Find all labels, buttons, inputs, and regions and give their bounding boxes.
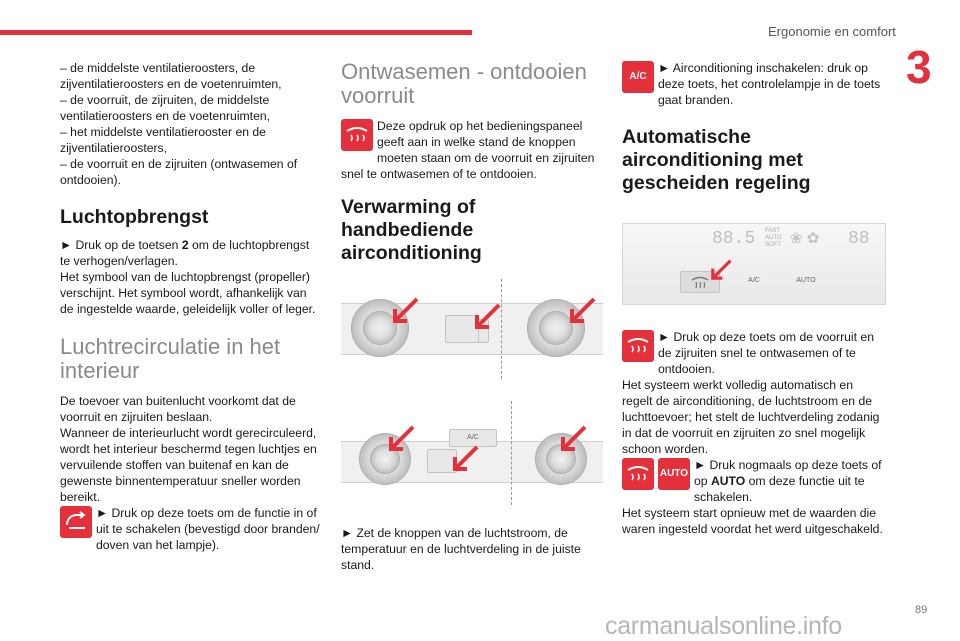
ac-panel-button: A/C <box>449 429 497 447</box>
temperature-display-right: 88 <box>848 229 870 249</box>
arrow-icon <box>708 259 732 283</box>
ac-block <box>622 60 884 108</box>
manual-ac-panel-illustration-1 <box>341 279 603 383</box>
recirculation-heading: Luchtrecirculatie in het interieur <box>60 334 281 383</box>
page-number: 89 <box>915 604 928 616</box>
auto-off-instruction: ► Druk nogmaals op deze toets of op AUTO om deze functie uit te schakelen. <box>694 458 882 504</box>
ac-panel-button: A/C <box>748 277 760 284</box>
heating-heading: Verwarming of handbediende airconditioning <box>341 196 482 264</box>
column-3 <box>622 60 884 537</box>
defog-description: Deze opdruk op het bedieningspaneel geeft aan in welke stand de knoppen moeten staan om de voorruit en zijruiten snel te ontwasemen of te ontdooien. <box>341 119 595 181</box>
divider-line <box>501 279 502 379</box>
chapter-number: 3 <box>906 41 932 93</box>
auto-icon: AUTO <box>658 458 690 490</box>
header-accent-bar <box>0 30 472 35</box>
auto-ac-panel-illustration <box>622 215 884 311</box>
arrow-icon <box>471 303 501 333</box>
auto-defog-block <box>622 329 884 377</box>
defog-heading: Ontwasemen - ontdooien voorruit <box>341 59 587 108</box>
arrow-icon <box>389 297 419 327</box>
column-1 <box>60 60 322 553</box>
list-item: – de voorruit, de zijruiten, de middelste ventilatieroosters en de voetenruimten, <box>60 93 271 123</box>
ac-icon: A/C <box>622 61 654 93</box>
recirculation-instruction: ► Druk op deze toets om de functie in of uit te schakelen (bevestigd door branden/ doven van het lampje). <box>96 506 320 552</box>
recirculation-icon <box>60 506 92 538</box>
arrow-icon <box>566 297 596 327</box>
temperature-display-left: 88.5 <box>712 229 756 249</box>
arrow-icon <box>449 445 479 475</box>
list-item: – het middelste ventilatierooster en de zijventilatieroosters, <box>60 125 266 155</box>
fan-icon: ❀ ✿ <box>790 230 820 247</box>
airflow-instruction: ► Druk op de toetsen 2 om de luchtopbrengst te verhogen/verlagen. <box>60 238 310 268</box>
column-2 <box>341 60 603 573</box>
list-item: – de middelste ventilatieroosters, de zijventilatieroosters en de voetenruimten, <box>60 61 282 91</box>
recirculation-p1: De toevoer van buitenlucht voorkomt dat de voorruit en zijruiten beslaan. <box>60 394 296 424</box>
list-item: – de voorruit en de zijruiten (ontwasemen of ontdooien). <box>60 157 298 187</box>
arrow-icon <box>557 425 587 455</box>
mode-display: FAST AUTO SOFT <box>765 228 782 248</box>
auto-description: Het systeem werkt volledig automatisch en regelt de airconditioning, de luchtstroom en de luchttoevoer; het stelt de luchtverdeling zodanig in dat de voorruit en zijruiten zo snel mogelijk schoon worden. <box>622 378 880 456</box>
defrost-icon <box>622 458 654 490</box>
watermark: carmanualsonline.info <box>605 612 842 640</box>
airflow-heading: Luchtopbrengst <box>60 206 209 228</box>
section-title: Ergonomie en comfort <box>768 24 896 39</box>
airflow-description: Het symbool van de luchtopbrengst (propeller) verschijnt. Het symbool wordt, afhankelijk van de ingestelde waarde, geleidelijk voller of leger. <box>60 270 316 316</box>
defrost-icon <box>341 119 373 151</box>
auto-restart-description: Het systeem start opnieuw met de waarden die waren ingesteld voordat het werd uitgeschakeld. <box>622 506 883 536</box>
manual-ac-panel-illustration-2 <box>341 401 603 511</box>
heating-instruction: ► Zet de knoppen van de luchtstroom, de temperatuur en de luchtverdeling in de juiste stand. <box>341 526 581 572</box>
defog-block <box>341 118 603 182</box>
recirculation-instruction-block <box>60 505 322 553</box>
auto-ac-heading: Automatische airconditioning met gescheiden regeling <box>622 126 811 194</box>
auto-off-block <box>622 457 884 505</box>
arrow-icon <box>385 425 415 455</box>
defrost-icon <box>622 330 654 362</box>
auto-defog-instruction: ► Druk op deze toets om de voorruit en de zijruiten snel te ontwasemen of te ontdooien. <box>658 330 874 376</box>
ac-instruction: ► Airconditioning inschakelen: druk op deze toets, het controlelampje in de toets gaat branden. <box>658 61 881 107</box>
auto-panel-button: AUTO <box>796 277 816 284</box>
divider-line <box>511 401 512 505</box>
recirculation-p2: Wanneer de interieurlucht wordt gerecirculeerd, wordt het interieur beschermd tegen luchtjes en vervuilende stoffen van buitenaf en kan de gewenste binnentemperatuur sneller worden bereikt. <box>60 426 317 504</box>
